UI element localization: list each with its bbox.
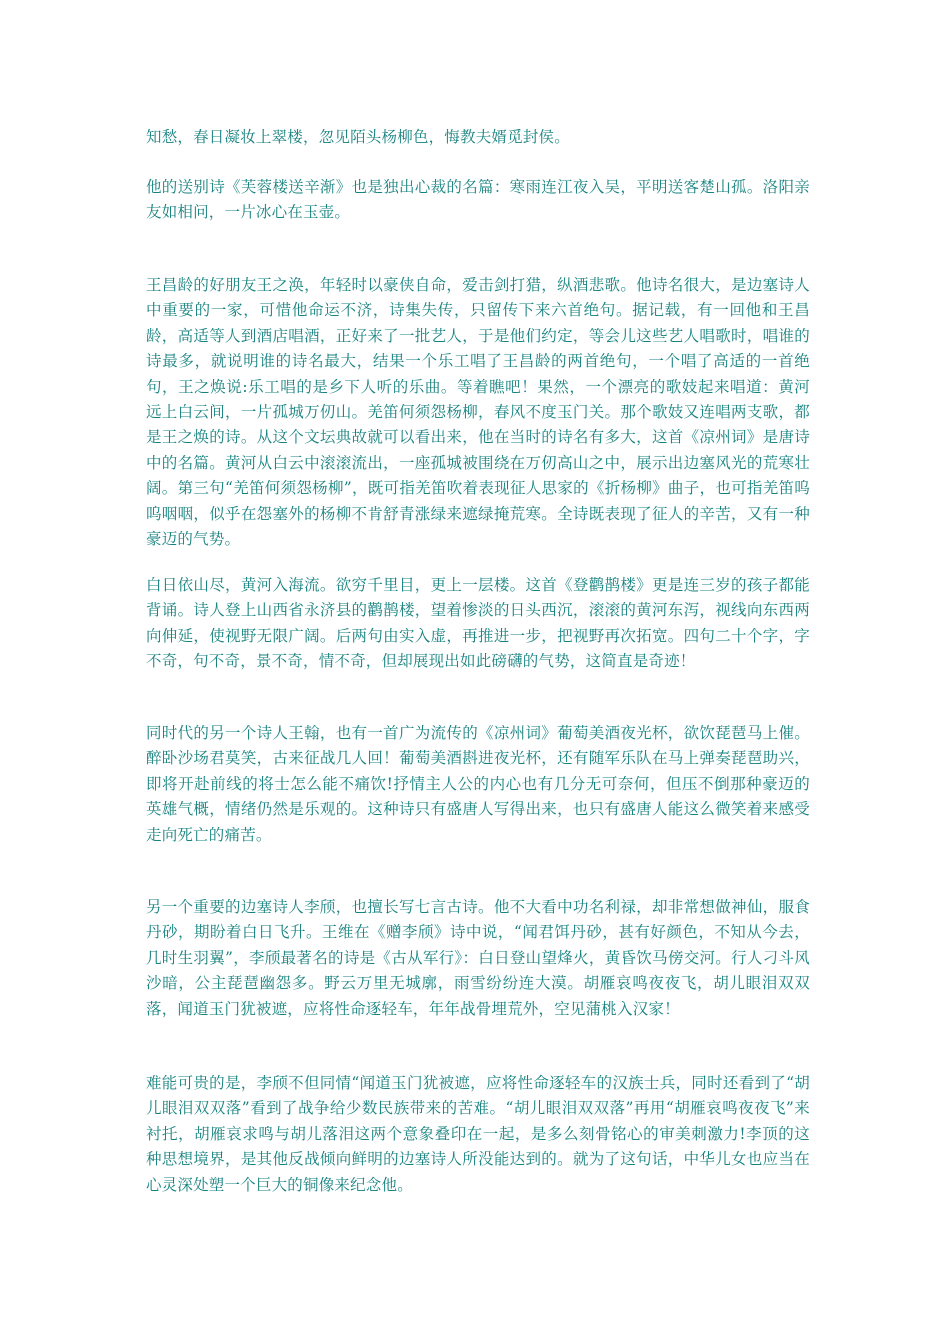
paragraph-wang-zhihuan-liangzhou: 王昌龄的好朋友王之涣，年轻时以豪侠自命，爱击剑打猎，纵酒悲歌。他诗名很大，是边塞诗人中重要的一家，可惜他命运不济，诗集失传，只留传下来六首绝句。据记载，有一回他和王昌龄，高适等人到酒店唱酒，正好来了一批艺人，于是他们约定，等会儿这些艺人唱歌时，唱谁的诗最多，就说明谁的诗名最大，结果一个乐工唱了王昌龄的两首绝句，一个唱了高适的一首绝句，王之焕说:乐工唱的是乡下人听的乐曲。等着瞧吧！果然，一个漂亮的歌妓起来唱道：黄河远上白云间，一片孤城万仞山。羌笛何须怨杨柳，春风不度玉门关。那个歌妓又连唱两支歌，都是王之焕的诗。从这个文坛典故就可以看出来，他在当时的诗名有多大，这首《凉州词》是唐诗中的名篇。黄河从白云中滚滚流出，一座孤城被围绕在万仞高山之中，展示出边塞风光的荒寒壮阔。第三句“羌笛何须怨杨柳”，既可指羌笛吹着表现征人思家的《折杨柳》曲子，也可指羌笛呜呜咽咽，似乎在怨塞外的杨柳不肯舒青涨绿来遮绿掩荒寒。全诗既表现了征人的辛苦，又有一种豪迈的气势。	[146, 276, 810, 549]
paragraph-li-qi-army-march: 另一个重要的边塞诗人李颀，也擅长写七言古诗。他不大看中功名利禄，却非常想做神仙，服食丹砂，期盼着白日飞升。王维在《赠李颀》诗中说，“闻君饵丹砂，甚有好颜色，不知从今去，几时生羽翼”，李颀最著名的诗是《古从军行》：白日登山望烽火，黄昏饮马傍交河。行人刁斗风沙暗，公主琵琶幽怨多。野云万里无城廓，雨雪纷纷连大漠。胡雁哀鸣夜夜飞，胡儿眼泪双双落，闻道玉门犹被遮，应将性命逐轻车，年年战骨埋荒外，空见蒲桃入汉家！	[146, 898, 810, 1018]
paragraph-wang-han-liangzhou: 同时代的另一个诗人王翰，也有一首广为流传的《凉州词》葡萄美酒夜光杯，欲饮琵琶马上催。醉卧沙场君莫笑，古来征战几人回！葡萄美酒斟进夜光杯，还有随军乐队在马上弹奏琵琶助兴，即将开赴前线的将士怎么能不痛饮!抒情主人公的内心也有几分无可奈何，但压不倒那种豪迈的英雄气概，情绪仍然是乐观的。这种诗只有盛唐人写得出来，也只有盛唐人能这么微笑着来感受走向死亡的痛苦。	[146, 724, 810, 844]
paragraph-spring-poem-ending: 知愁，春日凝妆上翠楼，忽见陌头杨柳色，悔教夫婿觅封侯。	[146, 128, 570, 146]
paragraph-furong-tower-farewell: 他的送别诗《芙蓉楼送辛渐》也是独出心裁的名篇：寒雨连江夜入吴，平明送客楚山孤。洛阳亲友如相问，一片冰心在玉壶。	[146, 178, 810, 222]
paragraph-li-qi-commentary: 难能可贵的是，李颀不但同情“闻道玉门犹被遮，应将性命逐轻车的汉族士兵，同时还看到了“胡儿眼泪双双落”看到了战争给少数民族带来的苦难。“胡儿眼泪双双落”再用“胡雁哀鸣夜夜飞”来衬托，胡雁哀求鸣与胡儿落泪这两个意象叠印在一起，是多么刻骨铭心的审美刺激力!李顶的这种思想境界，是其他反战倾向鲜明的边塞诗人所没能达到的。就为了这句话，中华儿女也应当在心灵深处塑一个巨大的铜像来纪念他。	[146, 1074, 810, 1194]
paragraph-stork-tower: 白日依山尽，黄河入海流。欲穷千里目，更上一层楼。这首《登鹳鹊楼》更是连三岁的孩子都能背诵。诗人登上山西省永济县的鹳鹊楼，望着惨淡的日头西沉，滚滚的黄河东泻，视线向东西两向伸延，使视野无限广阔。后两句由实入虚，再推进一步，把视野再次拓宽。四句二十个字，字不奇，句不奇，景不奇，情不奇，但却展现出如此磅礴的气势，这简直是奇迹！	[146, 576, 810, 671]
